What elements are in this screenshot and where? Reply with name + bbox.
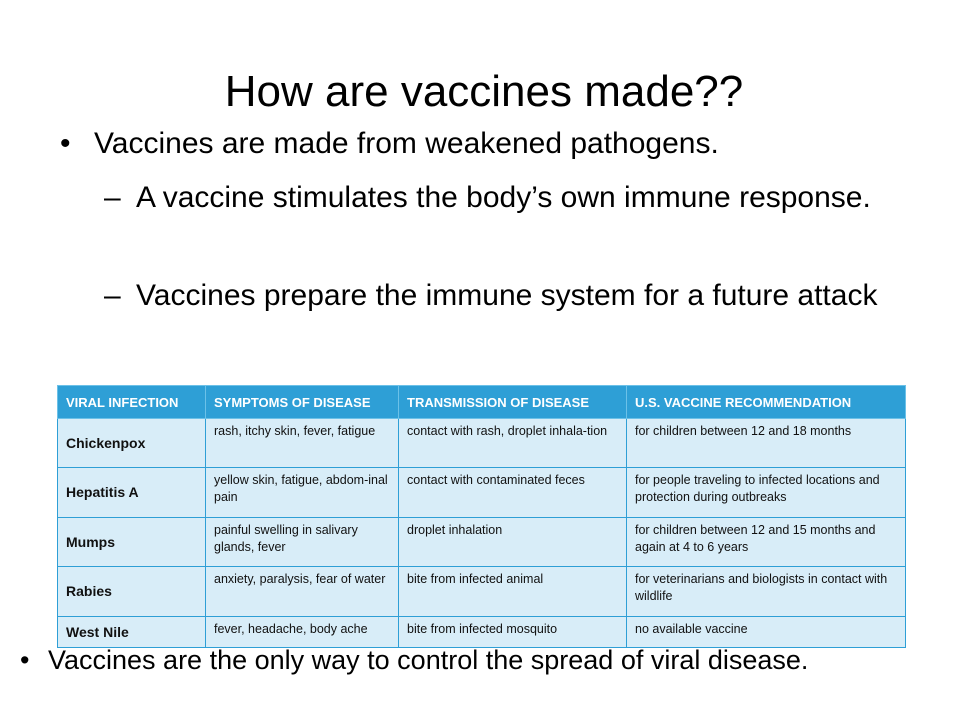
bottom-bullet	[20, 642, 808, 678]
header-recommendation: U.S. VACCINE RECOMMENDATION	[627, 386, 906, 419]
cell-recommendation: for children between 12 and 15 months and again at 4 to 6 years	[627, 518, 906, 567]
sub-bullet-text: Vaccines prepare the immune system for a future attack	[136, 279, 878, 312]
header-viral-infection: VIRAL INFECTION	[58, 386, 206, 419]
header-symptoms: SYMPTOMS OF DISEASE	[206, 386, 399, 419]
cell-symptoms: anxiety, paralysis, fear of water	[206, 567, 399, 617]
header-transmission: TRANSMISSION OF DISEASE	[399, 386, 627, 419]
bottom-bullet-text: Vaccines are the only way to control the spread of viral disease.	[48, 645, 809, 675]
cell-symptoms: yellow skin, fatigue, abdom-inal pain	[206, 468, 399, 518]
table-header-row	[58, 386, 906, 419]
cell-recommendation: no available vaccine	[627, 617, 906, 648]
main-bullet-text: Vaccines are made from weakened pathogens.	[94, 127, 719, 160]
cell-transmission: droplet inhalation	[399, 518, 627, 567]
bullet-dot-icon: •	[60, 127, 71, 160]
sub-bullet	[104, 178, 904, 218]
table-row	[58, 468, 906, 518]
cell-transmission: bite from infected mosquito	[399, 617, 627, 648]
cell-infection: Chickenpox	[58, 419, 206, 468]
table-row	[58, 419, 906, 468]
cell-recommendation: for children between 12 and 18 months	[627, 419, 906, 468]
bullet-dot-icon: •	[20, 645, 30, 675]
table-row	[58, 567, 906, 617]
dash-icon: –	[104, 181, 121, 214]
cell-transmission: contact with rash, droplet inhala-tion	[399, 419, 627, 468]
cell-transmission: bite from infected animal	[399, 567, 627, 617]
cell-symptoms: fever, headache, body ache	[206, 617, 399, 648]
cell-infection: Hepatitis A	[58, 468, 206, 518]
dash-icon: –	[104, 279, 121, 312]
sub-bullet-text: A vaccine stimulates the body’s own immune response.	[136, 181, 871, 214]
cell-recommendation: for veterinarians and biologists in contact with wildlife	[627, 567, 906, 617]
cell-infection: Rabies	[58, 567, 206, 617]
cell-transmission: contact with contaminated feces	[399, 468, 627, 518]
cell-infection: West Nile	[58, 617, 206, 648]
main-bullet	[60, 124, 719, 164]
cell-recommendation: for people traveling to infected locations and protection during outbreaks	[627, 468, 906, 518]
vaccine-table	[57, 385, 906, 648]
slide-title: How are vaccines made??	[224, 67, 744, 116]
table-row	[58, 518, 906, 567]
cell-infection: Mumps	[58, 518, 206, 567]
cell-symptoms: rash, itchy skin, fever, fatigue	[206, 419, 399, 468]
cell-symptoms: painful swelling in salivary glands, fever	[206, 518, 399, 567]
sub-bullet	[104, 276, 904, 316]
